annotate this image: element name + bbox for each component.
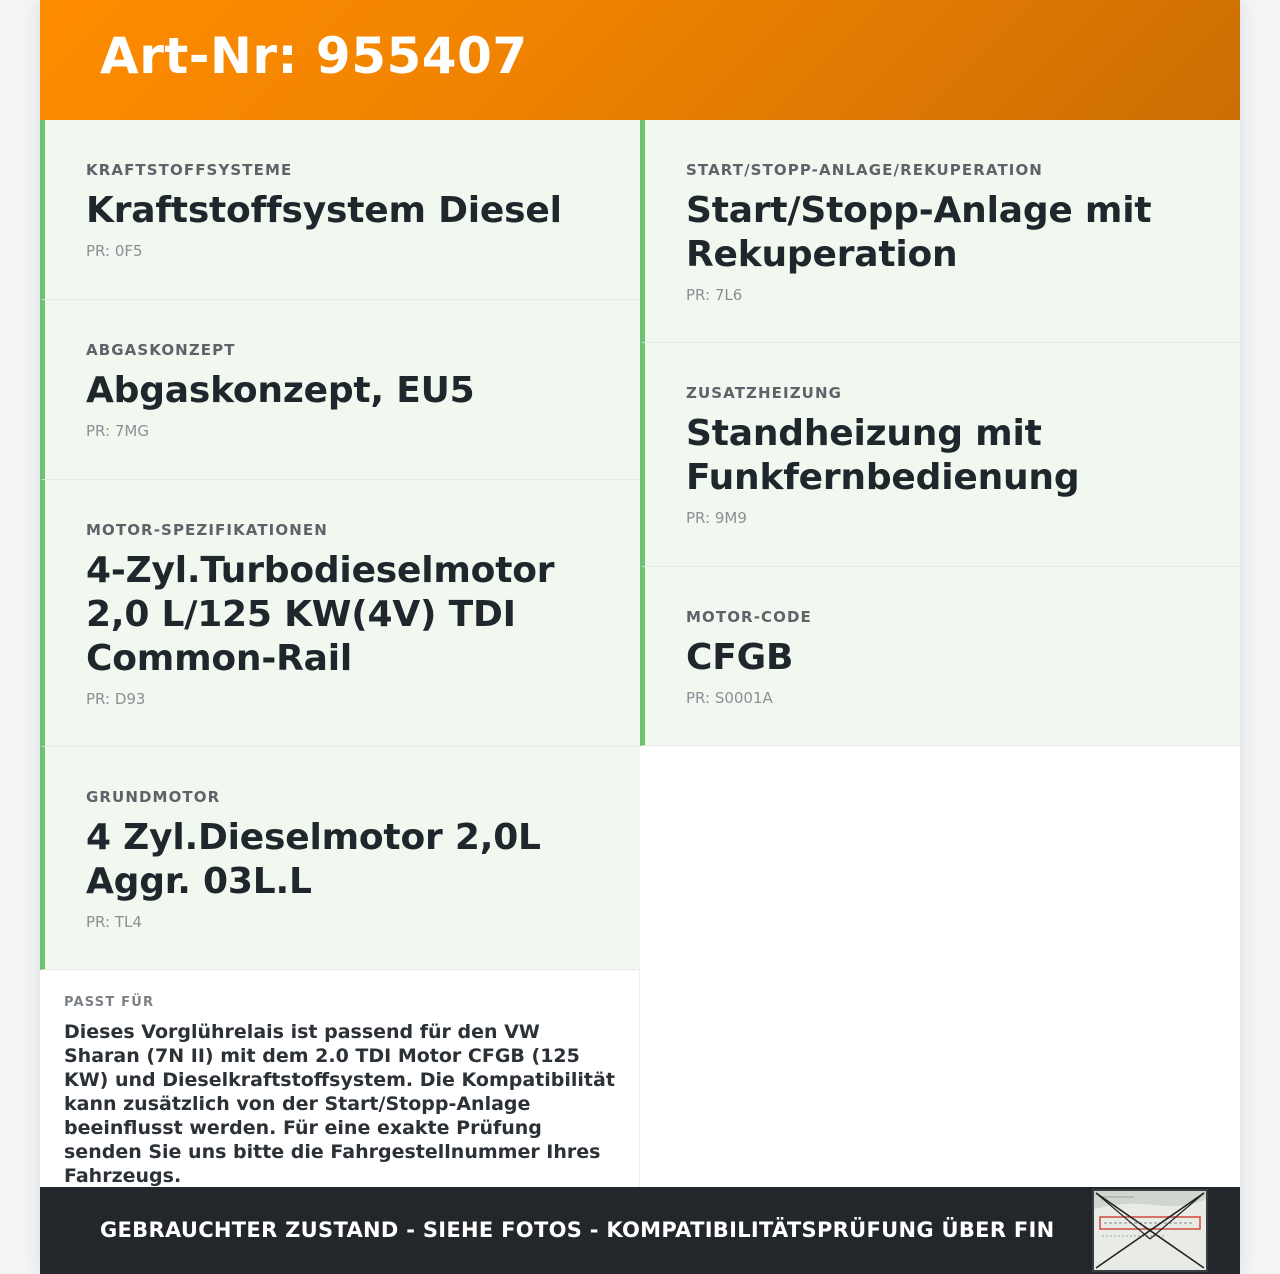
spec-category: GRUNDMOTOR bbox=[86, 788, 221, 806]
spec-pr-code: PR: D93 bbox=[86, 690, 146, 708]
spec-category: MOTOR-SPEZIFIKATIONEN bbox=[86, 521, 328, 539]
spec-card-fuel-system bbox=[40, 120, 640, 300]
spec-category: ZUSATZHEIZUNG bbox=[686, 384, 843, 402]
spec-category: ABGASKONZEPT bbox=[86, 341, 236, 359]
article-number-title: Art-Nr: 955407 bbox=[100, 27, 528, 85]
spec-card-start-stop bbox=[640, 120, 1240, 343]
spec-pr-code: PR: 7MG bbox=[86, 422, 149, 440]
spec-pr-code: PR: TL4 bbox=[86, 913, 142, 931]
vehicle-document-photo-icon bbox=[1094, 1191, 1206, 1270]
vehicle-document-thumbnail[interactable] bbox=[1092, 1189, 1208, 1272]
product-page bbox=[40, 0, 1240, 1274]
fitment-description: Dieses Vorglührelais ist passend für den VW Sharan (7N II) mit dem 2.0 TDI Motor CFGB (125 KW) und Dieselkraftstoffsystem. Die Kompatibilität kann zusätzlich von der Start/Stopp-Anlage beeinflusst werden. Für eine exakte Prüfung senden Sie uns bitte die Fahrgestellnummer Ihres Fahrzeugs. bbox=[64, 1021, 615, 1187]
spec-value: CFGB bbox=[686, 637, 794, 678]
spec-card-engine-spec bbox=[40, 480, 640, 747]
footer-bar bbox=[40, 1187, 1240, 1274]
spec-pr-code: PR: 7L6 bbox=[686, 286, 743, 304]
spec-card-exhaust bbox=[40, 300, 640, 480]
spec-category: START/STOPP-ANLAGE/REKUPERATION bbox=[686, 161, 1043, 179]
spec-value: Abgaskonzept, EU5 bbox=[86, 370, 475, 411]
spec-card-aux-heating bbox=[640, 343, 1240, 567]
fitment-label: PASST FÜR bbox=[64, 995, 155, 1010]
spec-category: MOTOR-CODE bbox=[686, 608, 812, 626]
spec-pr-code: PR: 9M9 bbox=[686, 509, 747, 527]
spec-pr-code: PR: 0F5 bbox=[86, 242, 143, 260]
spec-value: 4 Zyl.Dieselmotor 2,0L Aggr. 03L.L bbox=[86, 817, 541, 902]
spec-pr-code: PR: S0001A bbox=[686, 689, 773, 707]
spec-card-engine-code bbox=[640, 567, 1240, 746]
spec-value: Standheizung mit Funkfernbedienung bbox=[686, 413, 1080, 498]
spec-card-base-engine bbox=[40, 747, 640, 970]
footer-notice: GEBRAUCHTER ZUSTAND - SIEHE FOTOS - KOMPATIBILITÄTSPRÜFUNG ÜBER FIN bbox=[100, 1218, 1055, 1242]
spec-value: Start/Stopp-Anlage mit Rekuperation bbox=[686, 190, 1152, 275]
spec-category: KRAFTSTOFFSYSTEME bbox=[86, 161, 293, 179]
fitment-section bbox=[40, 970, 640, 1187]
spec-value: 4-Zyl.Turbodieselmotor 2,0 L/125 KW(4V) TDI Common-Rail bbox=[86, 550, 555, 679]
spec-value: Kraftstoffsystem Diesel bbox=[86, 190, 562, 231]
header-banner bbox=[40, 0, 1240, 120]
